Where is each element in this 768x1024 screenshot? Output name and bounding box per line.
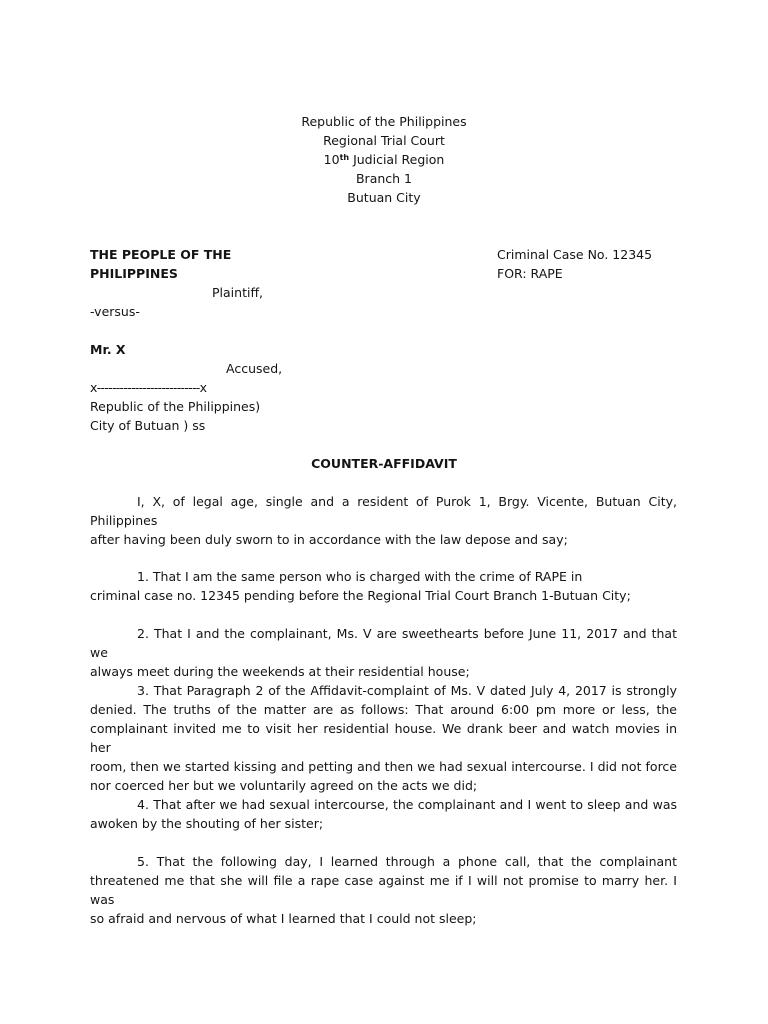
document-title: COUNTER-AFFIDAVIT: [311, 456, 457, 471]
court-header-region: [0, 150, 768, 169]
intro-paragraph: [90, 492, 677, 549]
region-text: Judicial Region: [349, 152, 445, 167]
case-number: Criminal Case No. 12345: [497, 247, 653, 262]
paragraph-line: 1. That I am the same person who is charged with the crime of RAPE in: [137, 569, 583, 584]
intro-line: I, X, of legal age, single and a resident of Purok 1, Brgy. Vicente, Butuan City, Philippines: [90, 494, 677, 528]
court-header-branch: Branch 1: [355, 171, 413, 186]
numbered-paragraph-5: [90, 852, 677, 928]
accused-name: Mr. X: [90, 342, 126, 357]
plaintiff-name-line2: PHILIPPINES: [90, 266, 178, 281]
intro-line: after having been duly sworn to in accordance with the law depose and say;: [90, 532, 568, 547]
versus-label: -versus-: [90, 304, 140, 319]
paragraph-line: threatened me that she will file a rape case against me if I will not promise to marry her. I was: [90, 873, 677, 907]
paragraph-line: 2. That I and the complainant, Ms. V are sweethearts before June 11, 2017 and that we: [90, 626, 677, 660]
paragraph-line: so afraid and nervous of what I learned that I could not sleep;: [90, 911, 477, 926]
venue-republic: Republic of the Philippines): [90, 399, 261, 414]
paragraph-line: awoken by the shouting of her sister;: [90, 816, 324, 831]
region-ordinal: th: [339, 153, 350, 162]
numbered-paragraph-2: [90, 624, 677, 681]
caption-separator: x---------------------------x: [90, 380, 207, 395]
paragraph-line: complainant invited me to visit her residential house. We drank beer and watch movies in her: [90, 721, 677, 755]
paragraph-line: 5. That the following day, I learned through a phone call, that the complainant: [137, 854, 677, 869]
paragraph-line: room, then we started kissing and petting and then we had sexual intercourse. I did not force: [90, 759, 677, 774]
paragraph-line: always meet during the weekends at their residential house;: [90, 664, 470, 679]
accused-role: Accused,: [226, 361, 283, 376]
court-header-republic: Republic of the Philippines: [301, 114, 467, 129]
plaintiff-name-line1: THE PEOPLE OF THE: [90, 247, 232, 262]
numbered-paragraph-4: [90, 795, 677, 833]
case-charge: FOR: RAPE: [497, 266, 563, 281]
court-header-city: Butuan City: [347, 190, 421, 205]
numbered-paragraph-3: [90, 681, 677, 795]
paragraph-line: 3. That Paragraph 2 of the Affidavit-complaint of Ms. V dated July 4, 2017 is strongly: [137, 683, 677, 698]
paragraph-line: nor coerced her but we voluntarily agreed on the acts we did;: [90, 778, 478, 793]
court-header-court: Regional Trial Court: [323, 133, 445, 148]
paragraph-line: criminal case no. 12345 pending before the Regional Trial Court Branch 1-Butuan City;: [90, 588, 631, 603]
numbered-paragraph-1: [90, 567, 677, 605]
plaintiff-role: Plaintiff,: [212, 285, 264, 300]
paragraph-line: denied. The truths of the matter are as follows: That around 6:00 pm more or less, the: [90, 702, 677, 717]
paragraph-line: 4. That after we had sexual intercourse, the complainant and I went to sleep and was: [137, 797, 677, 812]
venue-city: City of Butuan ) ss: [90, 418, 206, 433]
region-number: 10: [323, 152, 340, 167]
